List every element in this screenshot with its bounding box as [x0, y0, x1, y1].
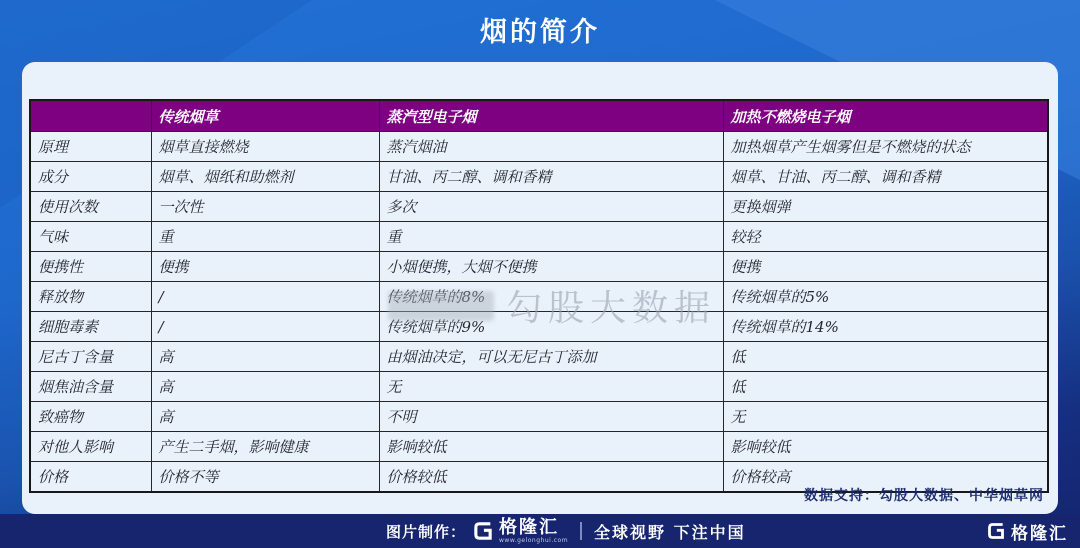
table-cell: 产生二手烟，影响健康 — [151, 432, 379, 462]
table-cell: 无 — [723, 402, 1048, 432]
table-cell: 便携 — [151, 252, 379, 282]
table-row — [30, 342, 1048, 372]
row-label: 便携性 — [30, 252, 151, 282]
gelonghui-g-icon — [986, 521, 1006, 541]
table-row — [30, 402, 1048, 432]
table-cell: 重 — [379, 222, 723, 252]
table-cell: 一次性 — [151, 192, 379, 222]
row-label: 细胞毒素 — [30, 312, 151, 342]
table-cell: 由烟油决定，可以无尼古丁添加 — [379, 342, 723, 372]
row-label: 成分 — [30, 162, 151, 192]
row-label: 尼古丁含量 — [30, 342, 151, 372]
table-cell: 烟草直接燃烧 — [151, 132, 379, 162]
table-cell: 烟草、烟纸和助燃剂 — [151, 162, 379, 192]
gelonghui-logo — [472, 516, 569, 544]
row-label: 释放物 — [30, 282, 151, 312]
gelonghui-g-icon — [472, 520, 494, 542]
table-row — [30, 222, 1048, 252]
footer-credit-group — [386, 514, 746, 548]
row-label: 使用次数 — [30, 192, 151, 222]
table-cell: 无 — [379, 372, 723, 402]
table-cell: / — [151, 312, 379, 342]
table-row — [30, 132, 1048, 162]
row-label: 致癌物 — [30, 402, 151, 432]
table-cell: 价格不等 — [151, 462, 379, 493]
table-cell: 传统烟草的9% — [379, 312, 723, 342]
table-cell: 甘油、丙二醇、调和香精 — [379, 162, 723, 192]
table-row — [30, 192, 1048, 222]
table-body — [30, 132, 1048, 493]
table-row — [30, 312, 1048, 342]
table-cell: 高 — [151, 402, 379, 432]
table-cell: 小烟便携，大烟不便携 — [379, 252, 723, 282]
table-cell: 烟草、甘油、丙二醇、调和香精 — [723, 162, 1048, 192]
data-support-note: 数据支持：勾股大数据、中华烟草网 — [804, 488, 1044, 504]
table-cell: 价格较高 — [723, 462, 1048, 493]
table-cell: 影响较低 — [379, 432, 723, 462]
table-cell: 多次 — [379, 192, 723, 222]
credit-label: 图片制作： — [386, 522, 467, 541]
footer-divider — [580, 522, 582, 540]
header-cell-vapor: 蒸汽型电子烟 — [379, 100, 723, 132]
row-label: 对他人影响 — [30, 432, 151, 462]
footer-bar — [0, 514, 1080, 548]
header-cell-heat-not-burn: 加热不燃烧电子烟 — [723, 100, 1048, 132]
table-cell: 重 — [151, 222, 379, 252]
table-cell: 传统烟草的8% — [379, 282, 723, 312]
brand-name: 格隆汇 — [1011, 523, 1068, 544]
table-cell: / — [151, 282, 379, 312]
comparison-table — [29, 99, 1049, 493]
watermark-text: 勾股大数据 — [506, 288, 717, 329]
table-cell: 蒸汽烟油 — [379, 132, 723, 162]
row-label: 烟焦油含量 — [30, 372, 151, 402]
table-cell: 高 — [151, 342, 379, 372]
table-row — [30, 162, 1048, 192]
table-cell: 低 — [723, 342, 1048, 372]
brand-name: 格隆汇 — [499, 516, 560, 538]
footer-slogan: 全球视野 下注中国 — [594, 522, 746, 542]
table-cell: 影响较低 — [723, 432, 1048, 462]
table-row — [30, 282, 1048, 312]
header-cell-empty — [30, 100, 151, 132]
table-cell: 较轻 — [723, 222, 1048, 252]
table-cell: 不明 — [379, 402, 723, 432]
footer-right-logo — [986, 514, 1068, 548]
row-label: 气味 — [30, 222, 151, 252]
table-cell: 高 — [151, 372, 379, 402]
table-row — [30, 372, 1048, 402]
table-cell: 传统烟草的14% — [723, 312, 1048, 342]
table-cell: 传统烟草的5% — [723, 282, 1048, 312]
table-header-row — [30, 100, 1048, 132]
table-cell: 加热烟草产生烟雾但是不燃烧的状态 — [723, 132, 1048, 162]
brand-url: www.gelonghui.com — [499, 536, 569, 544]
table-cell: 更换烟弹 — [723, 192, 1048, 222]
table-cell: 价格较低 — [379, 462, 723, 493]
row-label: 价格 — [30, 462, 151, 493]
row-label: 原理 — [30, 132, 151, 162]
table-cell: 便携 — [723, 252, 1048, 282]
header-cell-traditional: 传统烟草 — [151, 100, 379, 132]
page-title: 烟的简介 — [480, 17, 600, 48]
table-cell: 低 — [723, 372, 1048, 402]
table-row — [30, 432, 1048, 462]
table-row — [30, 252, 1048, 282]
